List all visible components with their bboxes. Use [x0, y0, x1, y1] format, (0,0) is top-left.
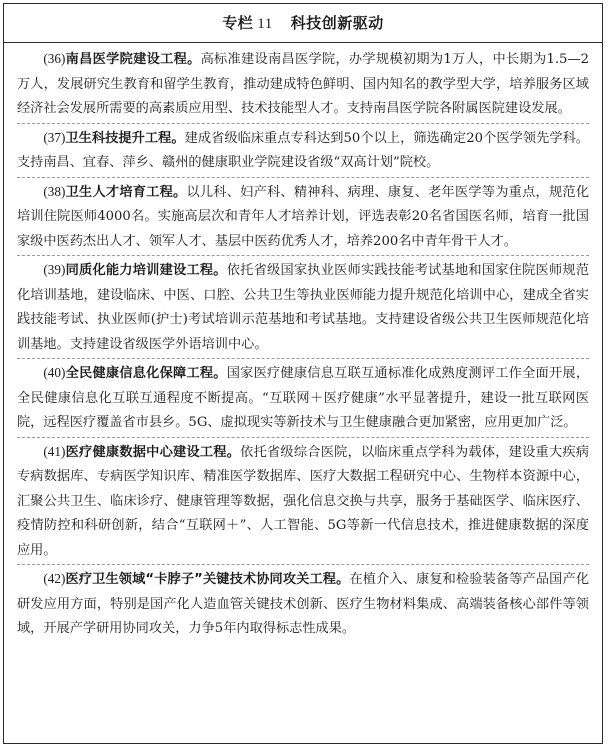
box-label: 专栏	[222, 14, 254, 32]
project-37	[17, 126, 589, 176]
project-number: (38)	[43, 183, 66, 199]
project-title: 同质化能力培训建设工程。	[65, 263, 227, 278]
box-header	[4, 4, 602, 43]
project-40	[17, 361, 589, 436]
project-body: 依托省级综合医院，以临床重点学科为载体，建设重大疾病专病数据库、专病医学知识库、精准医学数据库、医疗大数据工程研究中心、生物样本资源中心，汇聚公共卫生、临床诊疗、健康管理等数据，强化信息交换与共享，服务于基础医学、临床医疗、疫情防控和科研创新，结合“互联网＋”、人工智能、5G等新一代信息技术，推进健康数据的深度应用。	[17, 444, 589, 558]
project-title: 南昌医学院建设工程。	[65, 52, 201, 67]
project-body: 高标准建设南昌医学院，办学规模初期为1万人，中长期为1.5—2万人，发展研究生教育和留学生教育，推动建成特色鲜明、国内知名的教学型大学，培养服务区域经济社会发展所需要的高素质应用型、技术技能型人才。支持南昌医学院各附属医院建设发展。	[17, 52, 589, 116]
project-41	[17, 440, 589, 564]
project-number: (37)	[43, 129, 66, 145]
box-title: 科技创新驱动	[290, 14, 384, 32]
project-38	[17, 180, 589, 255]
project-number: (42)	[43, 571, 66, 586]
project-body: 建成省级临床重点专科达到50个以上，筛选确定20个医学领先学科。支持南昌、宜春、萍乡、赣州的健康职业学院建设省级“双高计划”院校。	[17, 130, 589, 170]
dashed-divider	[17, 358, 589, 359]
project-42	[17, 567, 589, 642]
project-body: 国家医疗健康信息互联互通标准化成熟度测评工作全面开展，全民健康信息化互联互通程度不断提高。“互联网＋医疗健康”水平显著提升，建设一批互联网医院，远程医疗覆盖省市县乡。5G、虚拟现实等新技术与卫生健康融合更加紧密，应用更加广泛。	[17, 366, 590, 430]
project-number: (41)	[43, 443, 66, 459]
project-number: (40)	[43, 365, 66, 380]
project-body: 依托省级国家执业医师实践技能考试基地和国家住院医师规范化培训基地，建设临床、中医、口腔、公共卫生等执业医师能力提升规范化培训中心，建成全省实践技能考试、执业医师(护士)考试培训示范基地和考试基地。支持建设省级公共卫生医师规范化培训基地。支持建设省级医学外语培训中心。	[17, 263, 590, 352]
project-39	[17, 258, 589, 357]
project-title: 全民健康信息化保障工程。	[65, 366, 227, 381]
box-number: 11	[257, 16, 273, 32]
project-title: 医疗卫生领域“卡脖子”关键技术协同攻关工程。	[65, 572, 350, 587]
dashed-divider	[17, 255, 589, 256]
project-36	[17, 47, 589, 122]
dashed-divider	[17, 177, 589, 178]
dashed-divider	[17, 437, 589, 438]
dashed-divider	[17, 123, 589, 124]
dashed-divider	[17, 564, 589, 565]
project-title: 卫生科技提升工程。	[65, 130, 185, 146]
column-box	[3, 3, 603, 744]
project-number: (36)	[43, 51, 66, 66]
box-content	[4, 43, 602, 642]
project-title: 医疗健康数据中心建设工程。	[65, 444, 241, 460]
project-title: 卫生人才培育工程。	[65, 184, 187, 200]
project-body: 在植介入、康复和检验装备等产品国产化研发应用方面，特别是国产化人造血管关键技术创新、医疗生物材料集成、高端装备核心部件等领域，开展产学研用协同攻关，力争5年内取得标志性成果。	[17, 572, 590, 636]
project-body: 以儿科、妇产科、精神科、病理、康复、老年医学等为重点，规范化培训住院医师4000名。实施高层次和青年人才培养计划，评选表彰20名省国医名师，培育一批国家级中医药杰出人才、领军人才、基层中医药优秀人才，培养200名中青年骨干人才。	[17, 184, 590, 249]
project-number: (39)	[43, 262, 66, 277]
